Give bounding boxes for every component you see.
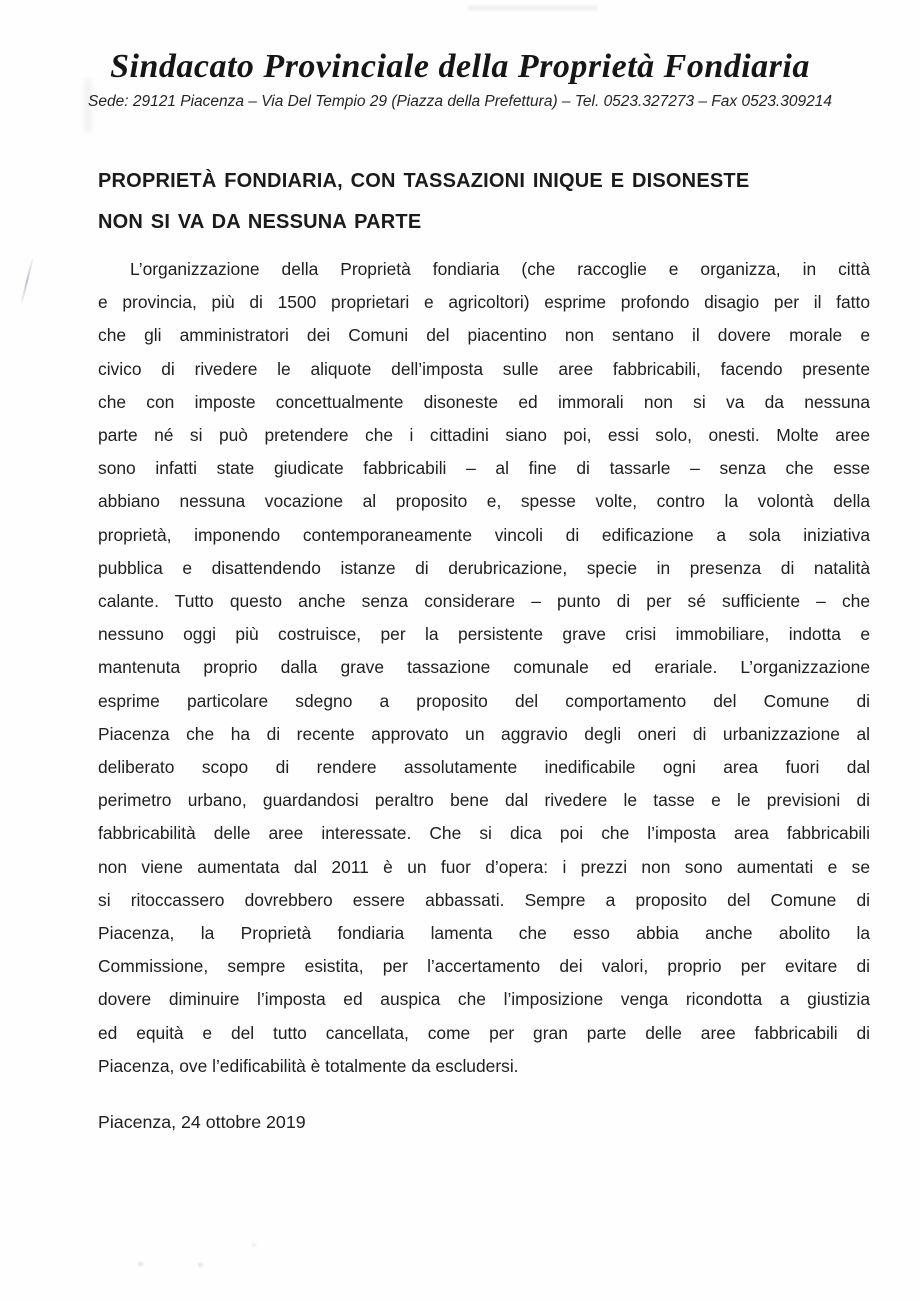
body-line: ed equità e del tutto cancellata, come per gran parte delle aree fabbricabili di (98, 1022, 870, 1043)
body-line: pubblica e disattendendo istanze di derubricazione, specie in presenza di natalità (98, 557, 870, 578)
body-line: abbiano nessuna vocazione al proposito e, spesse volte, contro la volontà della (98, 491, 870, 512)
body-line: esprime particolare sdegno a proposito del comportamento del Comune di (98, 690, 870, 711)
body-line: Piacenza, ove l’edificabilità è totalmente da escludersi. (98, 1055, 519, 1076)
headline-line-2: NON SI VA DA NESSUNA PARTE (98, 211, 422, 233)
body-line: Commissione, sempre esistita, per l’accertamento dei valori, proprio per evitare di (98, 956, 870, 977)
body-line: fabbricabilità delle aree interessate. Che si dica poi che l’imposta area fabbricabili (98, 823, 870, 844)
body-line: perimetro urbano, guardandosi peraltro bene dal rivedere le tasse e le previsioni di (98, 790, 870, 811)
body-line: calante. Tutto questo anche senza considerare – punto di per sé sufficiente – che (98, 591, 870, 612)
scan-pen-mark-artifact (20, 258, 33, 303)
body-line: Piacenza che ha di recente approvato un aggravio degli oneri di urbanizzazione al (98, 723, 870, 744)
body-paragraph (98, 253, 870, 1083)
body-line: civico di rivedere le aliquote dell’imposta sulle aree fabbricabili, facendo presente (98, 358, 870, 379)
body-line: si ritoccassero dovrebbero essere abbassati. Sempre a proposito del Comune di (98, 889, 870, 910)
scan-dot-artifact (198, 1263, 203, 1267)
document-headline (98, 161, 870, 243)
dateline: Piacenza, 24 ottobre 2019 (98, 1112, 306, 1132)
body-line: che con imposte concettualmente disoneste ed immorali non si va da nessuna (98, 391, 870, 412)
body-line: nessuno oggi più costruisce, per la persistente grave crisi immobiliare, indotta e (98, 624, 870, 645)
body-line: proprietà, imponendo contemporaneamente vincoli di edificazione a sola iniziativa (98, 524, 870, 545)
scan-dot-artifact (138, 1262, 143, 1266)
body-line: Piacenza, la Proprietà fondiaria lamenta che esso abbia anche abolito la (98, 923, 870, 944)
body-line: sono infatti state giudicate fabbricabili – al fine di tassarle – senza che esse (98, 458, 870, 479)
body-line: L’organizzazione della Proprietà fondiaria (che raccoglie e organizza, in città (130, 259, 870, 279)
headline-line-1: PROPRIETÀ FONDIARIA, CON TASSAZIONI INIQUE E DISONESTE (98, 170, 750, 192)
body-line: deliberato scopo di rendere assolutamente inedificabile ogni area fuori dal (98, 757, 870, 778)
scan-smudge-artifact (468, 6, 598, 10)
body-line: che gli amministratori dei Comuni del piacentino non sentano il dovere morale e (98, 325, 870, 346)
letterhead-title: Sindacato Provinciale della Proprietà Fondiaria (110, 48, 810, 85)
body-line: mantenuta proprio dalla grave tassazione comunale ed erariale. L’organizzazione (98, 657, 870, 678)
body-line: non viene aumentata dal 2011 è un fuor d’opera: i prezzi non sono aumentati e se (98, 856, 870, 877)
letterhead-address-line: Sede: 29121 Piacenza – Via Del Tempio 29 (Piazza della Prefettura) – Tel. 0523.327273 – Fax 0523.309214 (88, 93, 832, 110)
body-line: e provincia, più di 1500 proprietari e agricoltori) esprime profondo disagio per il fatto (98, 292, 870, 313)
body-line: dovere diminuire l’imposta ed auspica che l’imposizione venga ricondotta a giustizia (98, 989, 870, 1010)
scan-dot-artifact (252, 1243, 256, 1246)
body-line: parte né si può pretendere che i cittadini siano poi, essi solo, onesti. Molte aree (98, 425, 870, 446)
